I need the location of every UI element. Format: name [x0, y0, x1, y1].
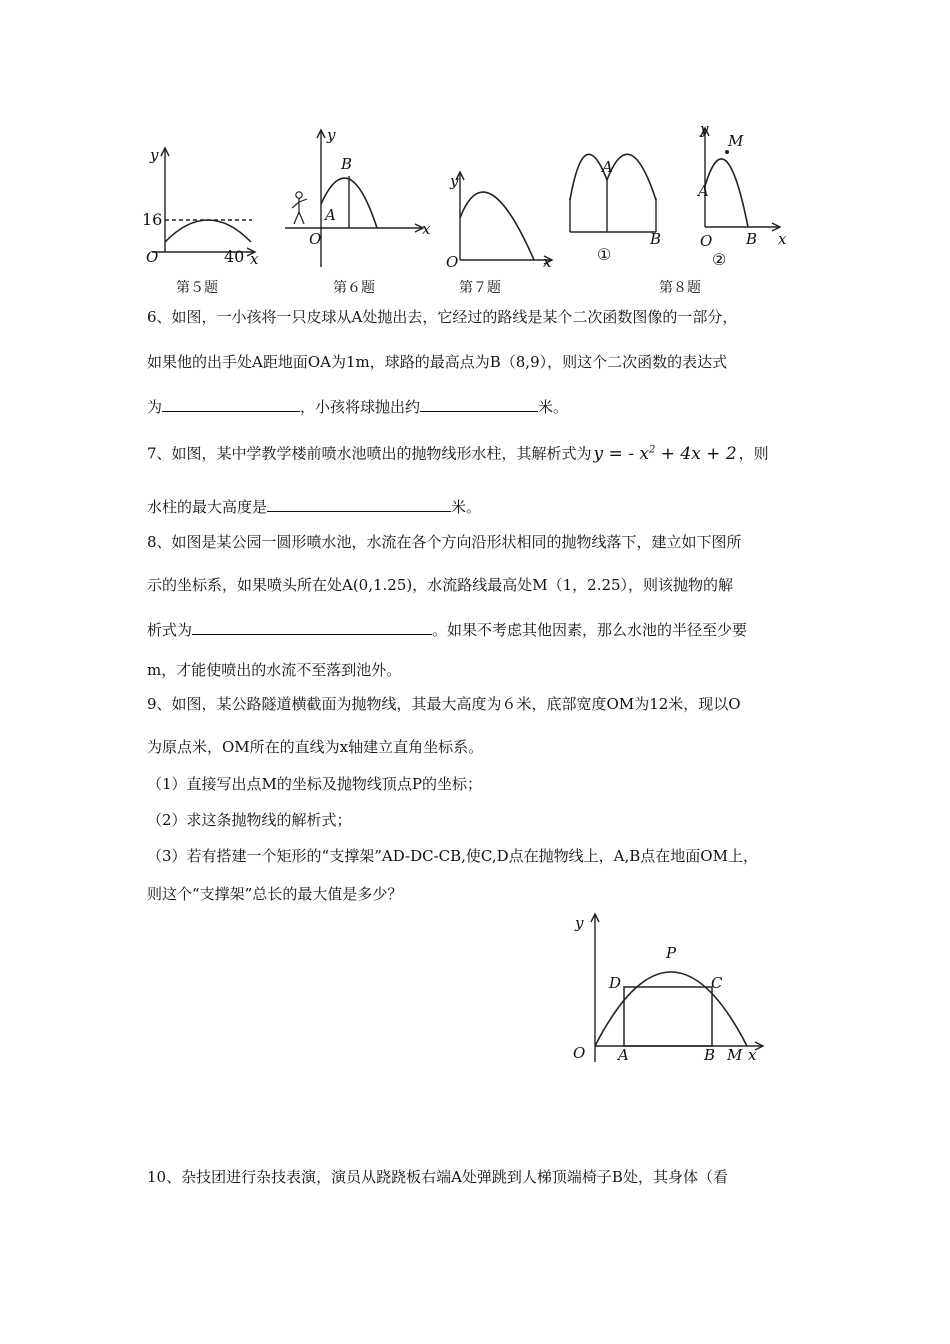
- q6-line3b: ，小孩将球抛出约: [300, 398, 421, 416]
- fig8-y-label: y: [700, 120, 709, 138]
- fig9-x-label: x: [748, 1046, 757, 1064]
- q8-line2: 示的坐标系，如果喷头所在处A(0,1.25)，水流路线最高处M（1，2.25），则该抛物的解: [147, 576, 734, 594]
- fig5-origin-label: O: [146, 248, 159, 266]
- fig8-a-label: A: [602, 158, 613, 176]
- fig8-b-label: B: [650, 230, 662, 248]
- q8-line3b: 。如果不考虑其他因素，那么水池的半径至少要: [432, 621, 748, 639]
- fig9-p-label: P: [666, 944, 677, 962]
- fig9-c-label: C: [711, 974, 723, 992]
- fig8-a2-label: A: [698, 182, 709, 200]
- child-thrower-icon: [292, 192, 307, 224]
- fig7-x-label: x: [543, 253, 552, 271]
- caption-fig8: 第８题: [659, 280, 701, 296]
- fig9-m-label: M: [727, 1046, 743, 1064]
- q7-line2a: 水柱的最大高度是: [147, 498, 268, 516]
- q7-formula-rest: + 4x + 2: [655, 443, 737, 464]
- fig8-label-2: ②: [712, 250, 727, 269]
- q8-line3: [147, 619, 747, 640]
- fig9-origin-label: O: [573, 1044, 586, 1062]
- figure-6: [283, 122, 433, 272]
- caption-fig6: 第６题: [333, 280, 375, 296]
- q9-line1: 9、如图，某公路隧道横截面为抛物线，其最大高度为６米，底部宽度OM为12米，现以O: [147, 695, 741, 713]
- q9-part3: （3）若有搭建一个矩形的“支撑架”AD-DC-CB,使C,D点在抛物线上，A,B点在地面OM上，: [147, 847, 758, 865]
- q7-formula-y: y = - x: [593, 443, 649, 464]
- q8-line4: m，才能使喷出的水流不至落到池外。: [147, 661, 402, 679]
- q8-answer-blank[interactable]: [192, 619, 432, 635]
- q6-line1: 6、如图，一小孩将一只皮球从A处抛出去，它经过的路线是某个二次函数图像的一部分，: [147, 308, 738, 326]
- fig6-b-label: B: [341, 155, 353, 173]
- fig9-b-label: B: [704, 1046, 716, 1064]
- fig9-d-label: D: [609, 974, 622, 992]
- fig5-x-label: x: [250, 250, 259, 268]
- q9-part1: （1）直接写出点M的坐标及抛物线顶点P的坐标；: [147, 775, 482, 793]
- figure-9: [565, 908, 775, 1068]
- fig9-a-label: A: [618, 1046, 629, 1064]
- fig8-origin-label: O: [700, 232, 713, 250]
- q7-answer-blank[interactable]: [267, 496, 451, 512]
- fig6-origin-label: O: [309, 230, 322, 248]
- q6-line3: [147, 396, 568, 417]
- q7-formula-exp: 2: [648, 444, 656, 455]
- q7-line2b: 米。: [451, 498, 482, 516]
- q6-answer-blank-1[interactable]: [162, 396, 300, 412]
- fig5-y-label: y: [150, 146, 159, 164]
- caption-fig5: 第５题: [176, 280, 218, 296]
- q7-formula: [594, 444, 737, 464]
- figure-7: [440, 168, 560, 270]
- fig7-origin-label: O: [446, 253, 459, 271]
- q9-part4: 则这个“支撑架”总长的最大值是多少？: [147, 885, 403, 903]
- figure-5: [140, 140, 265, 270]
- figure-8: [560, 120, 800, 272]
- q7-line1b: ，则: [738, 444, 769, 463]
- fig9-y-label: y: [575, 914, 584, 932]
- caption-fig7: 第７题: [459, 280, 501, 296]
- q6-line2: 如果他的出手处A距地面OA为1m，球路的最高点为B（8,9），则这个二次函数的表达式: [147, 353, 728, 371]
- q7-line2: [147, 496, 481, 517]
- fig8-b2-label: B: [746, 230, 758, 248]
- fig5-40-label: 40: [224, 247, 245, 266]
- q7-line1: [147, 440, 769, 464]
- q9-line2: 为原点米，OM所在的直线为x轴建立直角坐标系。: [147, 738, 484, 756]
- q9-part2: （2）求这条抛物线的解析式；: [147, 811, 352, 829]
- q6-line3a: 为: [147, 398, 163, 416]
- fig6-x-label: x: [422, 220, 431, 238]
- fig8-m-label: M: [728, 132, 744, 150]
- q7-line1a: 7、如图，某中学教学楼前喷水池喷出的抛物线形水柱，其解析式为: [147, 444, 592, 463]
- fig8-label-1: ①: [597, 245, 612, 264]
- q6-answer-blank-2[interactable]: [420, 396, 538, 412]
- fig7-y-label: y: [450, 172, 459, 190]
- fig6-a-label: A: [325, 206, 336, 224]
- q8-line3a: 析式为: [147, 621, 193, 639]
- fig5-16-label: 16: [142, 210, 163, 229]
- q10-line1: 10、杂技团进行杂技表演，演员从跷跷板右端A处弹跳到人梯顶端椅子B处，其身体（看: [147, 1168, 728, 1186]
- fig8-x-label: x: [778, 230, 787, 248]
- q8-line1: 8、如图是某公园一圆形喷水池，水流在各个方向沿形状相同的抛物线落下，建立如下图所: [147, 533, 742, 551]
- fig6-y-label: y: [327, 126, 336, 144]
- q6-line3c: 米。: [538, 398, 569, 416]
